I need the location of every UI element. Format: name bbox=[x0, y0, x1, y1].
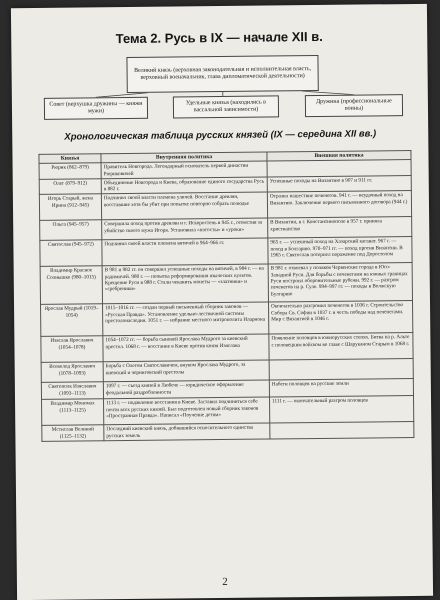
internal-policy-cell: Борьба с Олегом Святославичем, внуком Ярослава Мудрого, за киевский и черниговский престолы bbox=[103, 360, 269, 382]
princes-table bbox=[38, 150, 414, 442]
prince-name-cell: Олег (879–912) bbox=[39, 179, 101, 195]
foreign-policy-cell bbox=[267, 160, 411, 177]
internal-policy-cell: 1054–1072 гг. — борьба сыновей Ярослава Мудрого за киевский престол. 1068 г. — восстание в Киеве против князя Изяслава bbox=[103, 334, 269, 362]
foreign-policy-cell: Отразил нашествие печенегов. 941 г. — неудачный поход на Византию. Заключение первого письменного договора (944 г.) bbox=[267, 191, 411, 219]
internal-policy-cell: Объединение Новгорода и Киева, образование единого государства Русь в 882 г. bbox=[101, 177, 267, 194]
table-row bbox=[39, 191, 411, 221]
prince-name-cell: Всеволод Ярославич (1078–1093) bbox=[41, 362, 103, 383]
table-row bbox=[40, 237, 412, 267]
foreign-policy-cell: В 981 г. отвоевал у поляков Червенские города в Юго-Западной Руси. Для борьбы с печенегами на южных границах Руси построил оборонительные рубежи. 992 г. — разгром печенегов на р. Суле. 994–997 гг. — походы в Волжскую Булгарию bbox=[268, 263, 412, 303]
foreign-policy-cell: Появление половцев в южнорусских степях. Битва на р. Альте с половецким войском во главе с Шаруканом Старым в 1068 г. bbox=[269, 333, 413, 361]
schema-druzhina-box: Дружина (профессиональные воины) bbox=[305, 94, 403, 117]
prince-name-cell: Святослав (945–972) bbox=[40, 240, 102, 267]
foreign-policy-cell: Окончательно разгромил печенегов в 1036 г. Строительство Собора Св. Софии в 1037 г. в честь победы над печенегами. Мир с Византией в 1046 г. bbox=[269, 301, 413, 335]
prince-name-cell: Игорь Старый, жена Ирина (912–945) bbox=[39, 194, 101, 221]
foreign-policy-cell: 1111 г. — окончательный разгром половцев bbox=[270, 396, 414, 424]
internal-policy-cell: 1015–1016 гг. — создан первый письменный сборник законов — «Русская Правда». Установление удельно-лествичной системы престолонаследия. 1051 г. — избрание местного митрополита Илариона bbox=[103, 302, 269, 336]
schema-council-box: Совет (верхушка дружины — княжи мужи) bbox=[44, 97, 148, 120]
prince-name-cell: Мстислав Великий (1125–1132) bbox=[42, 425, 104, 441]
prince-name-cell: Владимир Мономах (1113–1125) bbox=[42, 399, 104, 426]
header-internal-policy: Внутренняя политика bbox=[101, 152, 267, 163]
table-row bbox=[40, 263, 412, 305]
page-title: Тема 2. Русь в IX — начале XII в. bbox=[115, 28, 323, 47]
prince-name-cell: Изяслав Ярославич (1054–1078) bbox=[41, 336, 103, 363]
foreign-policy-cell: В Византии, в г. Константинополе в 957 г. приняла христианство bbox=[268, 217, 412, 239]
internal-policy-cell: 1097 г. — съезд князей в Любече — юридическое оформление феодальной раздробленности bbox=[103, 380, 269, 399]
table-row bbox=[42, 396, 414, 426]
chronology-title: Хронологическая таблица русских князей (IX — середина XII вв.) bbox=[64, 128, 377, 143]
page-number: 2 bbox=[222, 575, 228, 589]
prince-name-cell: Владимир Красное Солнышко (980–1015) bbox=[40, 266, 102, 305]
table-row bbox=[42, 422, 414, 441]
table-row bbox=[41, 333, 413, 363]
foreign-policy-cell bbox=[269, 359, 413, 381]
prince-name-cell: Святополк Изяславич (1093–1113) bbox=[41, 382, 103, 400]
foreign-policy-cell: Набеги половцев на русские земли bbox=[269, 379, 413, 398]
prince-name-cell: Рюрик (862–879) bbox=[39, 163, 101, 179]
foreign-policy-cell: 965 г. — успешный поход на Хазарский каганат. 967 г. — поход в Болгарию. 970–971 гг. — поход против Византии. В 1965 г. Святослав потерпел поражение под Доростолом bbox=[268, 237, 412, 265]
internal-policy-cell: Совершила поход против древлян и г. Искоростень в 945 г., отомстив за убийство своего мужа Игоря. Установила «погосты» и «уроки» bbox=[102, 219, 268, 241]
foreign-policy-cell: Успешные походы на Византию в 907 и 911 гг. bbox=[267, 175, 411, 192]
header-princes: Князья bbox=[39, 154, 101, 164]
internal-policy-cell: Последний киевский князь, добившийся относительного единства русских земель bbox=[104, 423, 270, 440]
internal-policy-cell: 1113 г. — подавление восстания в Киеве. Заставил подчиниться себе почти всех русских князей. Был подготовлен новый сборник законов «Пространная Правда». Написал «Поучение детям» bbox=[104, 397, 270, 425]
prince-name-cell: Ярослав Мудрый (1019–1054) bbox=[41, 304, 103, 337]
schema-appanage-princes-box: Удельные князья (находились в вассальной зависимости) bbox=[173, 95, 279, 118]
table-row bbox=[41, 301, 413, 337]
internal-policy-cell: Правитель Новгорода. Легендарный основатель первой династии Рюриковичей bbox=[101, 161, 267, 178]
prince-name-cell: Ольга (945–957) bbox=[40, 220, 102, 241]
workbook-page bbox=[11, 4, 433, 600]
foreign-policy-cell bbox=[270, 422, 414, 439]
internal-policy-cell: В 981 и 982 гг. он совершил успешные походы на вятичей, в 984 г. — на радимичей. 980 г. — попытка реформирования языческих культов. Крещение Руси в 988 г. Стали чеканить монеты — «златники» и «сребреники» bbox=[102, 264, 268, 304]
internal-policy-cell: Подчинил своей власти племена вятичей в 964–966 гг. bbox=[102, 239, 268, 267]
header-foreign-policy: Внешняя политика bbox=[267, 151, 411, 162]
internal-policy-cell: Подчинил своей власти племена уличей. Восстание древлян, восставшие хотя бы убит при попытке повторно собрать полюдье bbox=[101, 193, 267, 221]
schema-grand-prince-box: Великий князь (верховная законодательная и исполнительная власть, верховный военачальник, глава дипломатической деятельности) bbox=[126, 55, 318, 93]
